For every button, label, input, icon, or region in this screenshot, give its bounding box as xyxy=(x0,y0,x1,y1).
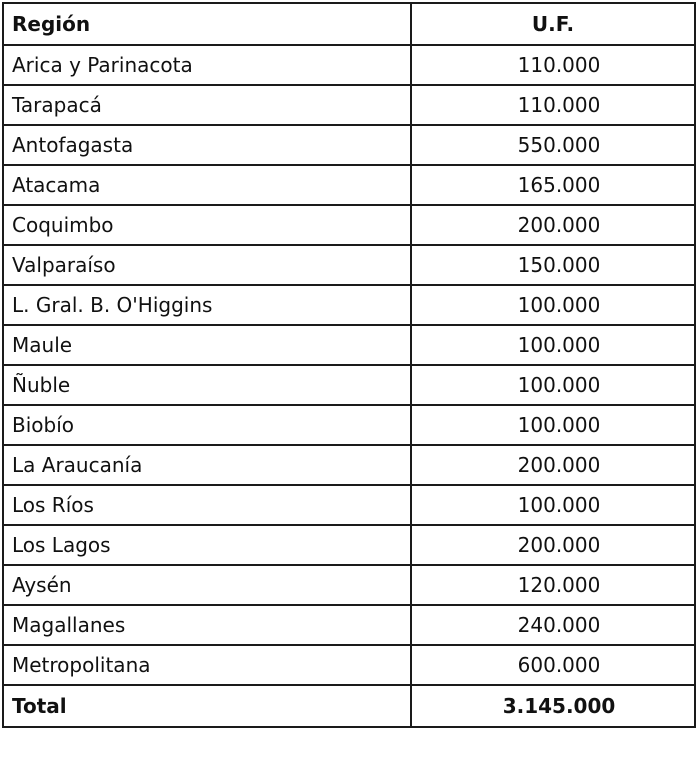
uf-cell: 100.000 xyxy=(411,485,695,525)
region-cell: Metropolitana xyxy=(3,645,411,685)
table-row xyxy=(3,325,695,365)
uf-cell: 150.000 xyxy=(411,245,695,285)
table-row xyxy=(3,445,695,485)
table-row xyxy=(3,365,695,405)
table-row xyxy=(3,525,695,565)
uf-cell: 120.000 xyxy=(411,565,695,605)
uf-cell: 165.000 xyxy=(411,165,695,205)
table-row xyxy=(3,605,695,645)
region-cell: Maule xyxy=(3,325,411,365)
region-cell: Ñuble xyxy=(3,365,411,405)
uf-cell: 100.000 xyxy=(411,325,695,365)
region-cell: Los Lagos xyxy=(3,525,411,565)
uf-cell: 200.000 xyxy=(411,205,695,245)
region-cell: Atacama xyxy=(3,165,411,205)
region-cell: Biobío xyxy=(3,405,411,445)
table-header-row xyxy=(3,3,695,45)
uf-cell: 240.000 xyxy=(411,605,695,645)
table-row xyxy=(3,645,695,685)
uf-cell: 100.000 xyxy=(411,405,695,445)
table-row xyxy=(3,405,695,445)
uf-cell: 200.000 xyxy=(411,445,695,485)
uf-cell: 110.000 xyxy=(411,45,695,85)
header-region: Región xyxy=(3,3,411,45)
uf-cell: 100.000 xyxy=(411,285,695,325)
uf-cell: 600.000 xyxy=(411,645,695,685)
uf-cell: 100.000 xyxy=(411,365,695,405)
region-cell: Los Ríos xyxy=(3,485,411,525)
table-row xyxy=(3,205,695,245)
total-value: 3.145.000 xyxy=(411,685,695,727)
region-cell: Valparaíso xyxy=(3,245,411,285)
uf-cell: 110.000 xyxy=(411,85,695,125)
table-row xyxy=(3,245,695,285)
uf-cell: 200.000 xyxy=(411,525,695,565)
table-row xyxy=(3,45,695,85)
table-row xyxy=(3,565,695,605)
region-cell: Magallanes xyxy=(3,605,411,645)
region-cell: Aysén xyxy=(3,565,411,605)
table-row xyxy=(3,85,695,125)
table-row xyxy=(3,485,695,525)
header-uf: U.F. xyxy=(411,3,695,45)
region-cell: Antofagasta xyxy=(3,125,411,165)
total-row xyxy=(3,685,695,727)
total-label: Total xyxy=(3,685,411,727)
region-cell: Tarapacá xyxy=(3,85,411,125)
region-cell: Coquimbo xyxy=(3,205,411,245)
region-cell: La Araucanía xyxy=(3,445,411,485)
table-row xyxy=(3,165,695,205)
table-row xyxy=(3,285,695,325)
region-cell: L. Gral. B. O'Higgins xyxy=(3,285,411,325)
region-uf-table xyxy=(2,2,696,728)
region-uf-table-container xyxy=(2,2,694,728)
uf-cell: 550.000 xyxy=(411,125,695,165)
region-cell: Arica y Parinacota xyxy=(3,45,411,85)
table-row xyxy=(3,125,695,165)
